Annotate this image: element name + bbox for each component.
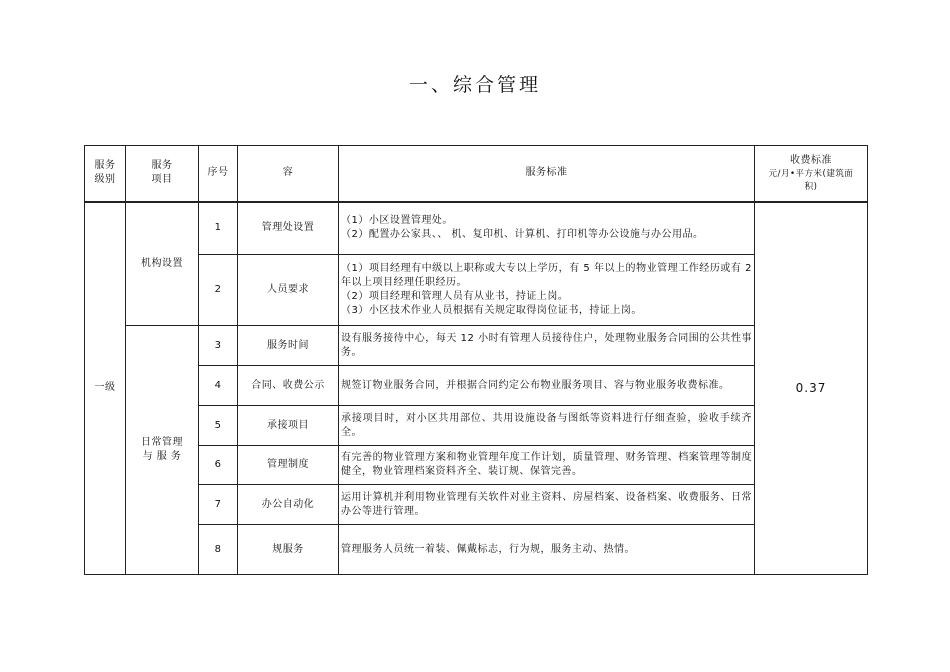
table-row (85, 326, 868, 366)
service-level-cell: 一级 (85, 202, 126, 575)
seq-cell: 2 (199, 255, 238, 326)
header-seq: 序号 (199, 146, 238, 202)
standard-cell: 承接项目时，对小区共用部位、共用设施设备与图纸等资料进行仔细查验，验收手续齐全。 (339, 406, 755, 446)
table-row (85, 525, 868, 575)
content-cell: 管理制度 (238, 446, 339, 485)
seq-cell: 7 (199, 485, 238, 525)
seq-cell: 1 (199, 202, 238, 255)
standard-cell: 有完善的物业管理方案和物业管理年度工作计划，质量管理、财务管理、档案管理等制度健全，物业管理档案资料齐全、装订规、保管完善。 (339, 446, 755, 485)
seq-cell: 4 (199, 366, 238, 406)
header-content: 容 (238, 146, 339, 202)
content-cell: 服务时间 (238, 326, 339, 366)
content-cell: 管理处设置 (238, 202, 339, 255)
content-cell: 承接项目 (238, 406, 339, 446)
standard-cell: 运用计算机并利用物业管理有关软件对业主资料、房屋档案、设备档案、收费服务、日常办公等进行管理。 (339, 485, 755, 525)
content-cell: 合同、收费公示 (238, 366, 339, 406)
standard-cell: 管理服务人员统一着装、佩戴标志，行为规，服务主动、热情。 (339, 525, 755, 575)
table-row (85, 446, 868, 485)
standard-cell: 设有服务接待中心，每天 12 小时有管理人员接待住户，处理物业服务合同围的公共性事务。 (339, 326, 755, 366)
table-row (85, 485, 868, 525)
seq-cell: 5 (199, 406, 238, 446)
content-cell: 人员要求 (238, 255, 339, 326)
table-row (85, 255, 868, 326)
standard-cell: （1）项目经理有中级以上职称或大专以上学历，有 5 年以上的物业管理工作经历或有 2 年以上项目经理任职经历。 （2）项目经理和管理人员有从业书，持证上岗。 （3）小区技术作业人员根据有关规定取得岗位证书，持证上岗。 (339, 255, 755, 326)
header-service-item: 服务 项目 (126, 146, 199, 202)
header-standard: 服务标准 (339, 146, 755, 202)
table-header-row (85, 146, 868, 202)
table-row (85, 406, 868, 446)
group-daily-management: 日常管理 与 服 务 (126, 326, 199, 575)
header-fee: 收费标准 元/月•平方米(建筑面 积) (755, 146, 868, 202)
fee-value-cell: 0.37 (755, 202, 868, 575)
seq-cell: 3 (199, 326, 238, 366)
service-standard-table (84, 145, 868, 575)
table-row (85, 202, 868, 255)
standard-cell: 规签订物业服务合同，并根据合同约定公布物业服务项目、容与物业服务收费标准。 (339, 366, 755, 406)
page-title: 一、综合管理 (408, 74, 541, 96)
seq-cell: 8 (199, 525, 238, 575)
content-cell: 规服务 (238, 525, 339, 575)
group-org-setup: 机构设置 (126, 202, 199, 326)
standard-cell: （1）小区设置管理处。 （2）配置办公家具、、 机、复印机、计算机、打印机等办公设施与办公用品。 (339, 202, 755, 255)
header-service-level: 服务 级别 (85, 146, 126, 202)
seq-cell: 6 (199, 446, 238, 485)
content-cell: 办公自动化 (238, 485, 339, 525)
table-row (85, 366, 868, 406)
